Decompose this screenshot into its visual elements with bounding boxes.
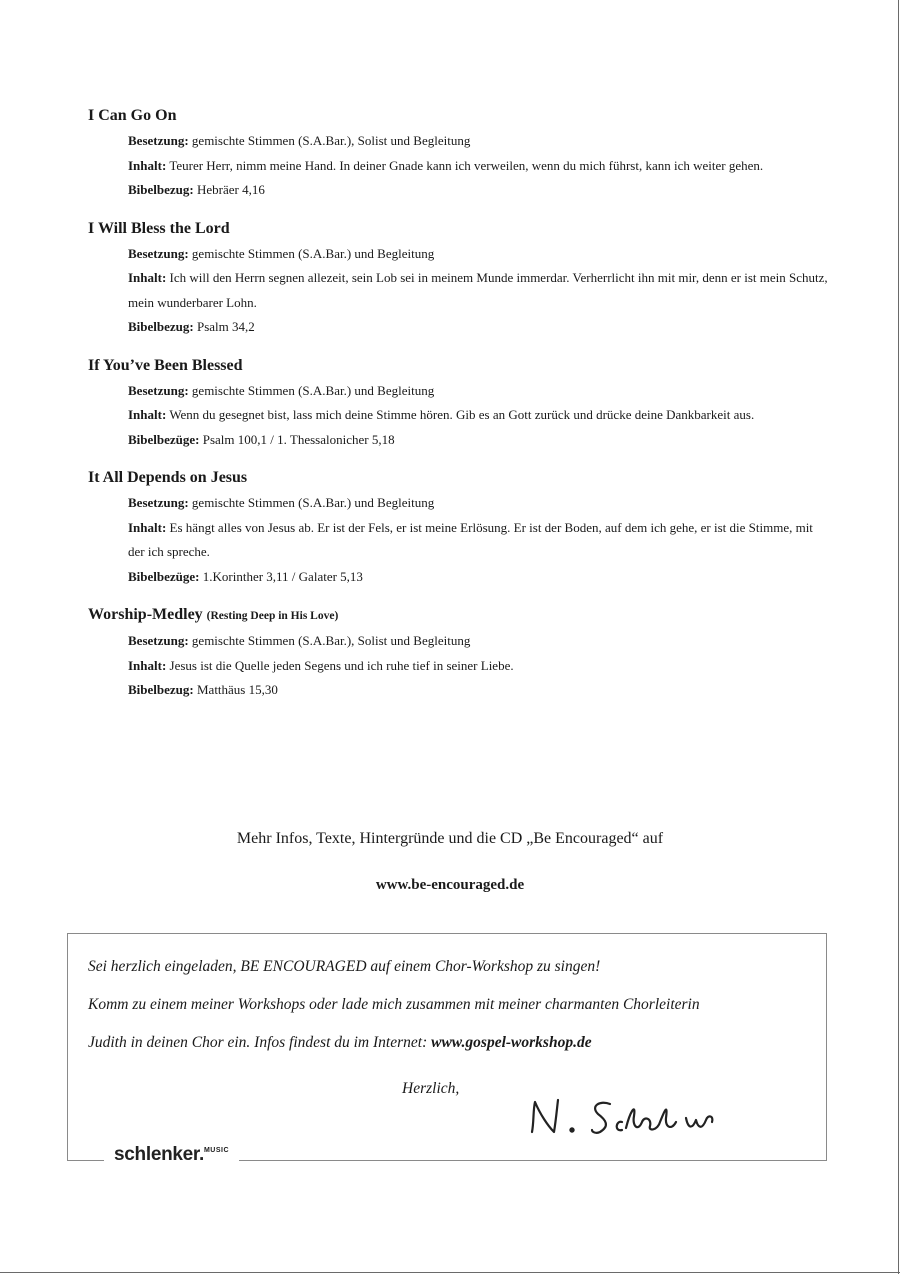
field-label: Inhalt:: [128, 270, 167, 285]
greeting: Herzlich,: [402, 1080, 460, 1097]
field-value: 1.Korinther 3,11 / Galater 5,13: [202, 568, 363, 584]
song-field: [128, 491, 828, 516]
song-field: [128, 678, 828, 703]
invitation-line-3-text: Judith in deinen Chor ein. Infos findest du im Internet:: [88, 1034, 428, 1051]
field-value: Psalm 100,1 / 1. Thessalonicher 5,18: [202, 431, 395, 447]
field-value: gemischte Stimmen (S.A.Bar.) und Begleitung: [191, 245, 435, 261]
field-label: Bibelbezug:: [128, 182, 194, 197]
field-label: Besetzung:: [128, 382, 189, 398]
signature: [526, 1092, 746, 1142]
song-field: [128, 178, 828, 203]
song-title: [88, 353, 828, 379]
schlenker-music-logo: [104, 1144, 239, 1170]
song-field: [128, 242, 828, 267]
field-value: Jesus ist die Quelle jeden Segens und ich ruhe tief in seiner Liebe.: [169, 657, 514, 673]
invitation-box: [67, 933, 827, 1165]
song-field: [128, 428, 828, 453]
song-title-text: If You’ve Been Blessed: [88, 356, 243, 374]
song-field: [128, 629, 828, 654]
song-title: [88, 465, 828, 491]
field-label: Besetzung:: [128, 495, 189, 510]
field-label: Besetzung:: [128, 633, 189, 648]
song-title-text: I Can Go On: [88, 107, 177, 124]
field-label: Inhalt:: [128, 519, 167, 535]
song-field: [128, 379, 828, 404]
song-title: [88, 216, 828, 242]
song-field: [128, 266, 828, 315]
invitation-line-1: Sei herzlich eingeladen, BE ENCOURAGED auf einem Chor-Workshop zu singen!: [88, 958, 601, 975]
invitation-text: [88, 948, 808, 1062]
song-entry: [88, 602, 828, 703]
field-label: Bibelbezug:: [128, 682, 194, 697]
field-value: Ich will den Herrn segnen allezeit, sein Lob sei in meinem Munde immerdar. Verherrlicht ihn mit mir, denn er ist mein Schutz, mein wunderbarer Lohn.: [128, 270, 828, 310]
invitation-line-3: [88, 1024, 808, 1062]
field-value: gemischte Stimmen (S.A.Bar.), Solist und Begleitung: [191, 633, 471, 648]
song-field: [128, 516, 828, 565]
song-entry: [88, 353, 828, 453]
website-link[interactable]: www.be-encouraged.de: [375, 877, 525, 893]
field-value: Hebräer 4,16: [196, 182, 265, 197]
song-field: [128, 403, 828, 428]
logo-wordmark: schlenker.: [114, 1144, 204, 1165]
song-entry: [88, 465, 828, 589]
logo-music-label: MUSIC: [203, 1147, 230, 1154]
field-label: Bibelbezüge:: [128, 431, 200, 447]
song-title-text: It All Depends on Jesus: [88, 469, 248, 486]
song-field: [128, 315, 828, 340]
song-title: [88, 103, 828, 129]
song-title-text: I Will Bless the Lord: [88, 219, 230, 237]
field-value: gemischte Stimmen (S.A.Bar.) und Begleitung: [191, 382, 435, 398]
song-title-text: Worship-Medley: [88, 606, 203, 623]
field-label: Besetzung:: [128, 133, 189, 148]
field-value: Es hängt alles von Jesus ab. Er ist der Fels, er ist meine Erlösung. Er ist der Boden, auf dem ich gehe, er ist die Stimme, mit der ich spreche.: [128, 519, 813, 559]
field-value: gemischte Stimmen (S.A.Bar.) und Begleitung: [191, 495, 435, 510]
song-field: [128, 565, 828, 590]
song-field: [128, 154, 828, 179]
song-entry: [88, 103, 828, 203]
song-subtitle: (Resting Deep in His Love): [206, 610, 339, 622]
song-entry: [88, 216, 828, 340]
field-label: Inhalt:: [128, 407, 167, 422]
song-title: [88, 602, 828, 629]
song-field: [128, 654, 828, 679]
field-label: Inhalt:: [128, 657, 167, 673]
page-edge-right: [898, 0, 899, 1274]
song-field: [128, 129, 828, 154]
field-value: Psalm 34,2: [196, 319, 255, 334]
workshop-link[interactable]: www.gospel-workshop.de: [431, 1034, 592, 1051]
field-value: Wenn du gesegnet bist, lass mich deine Stimme hören. Gib es an Gott zurück und drücke deine Dankbarkeit aus.: [169, 407, 755, 422]
invitation-line-2: Komm zu einem meiner Workshops oder lade mich zusammen mit meiner charmanten Chorleiterin: [88, 996, 700, 1013]
page-edge-bottom: [0, 1272, 900, 1273]
field-value: gemischte Stimmen (S.A.Bar.), Solist und Begleitung: [191, 133, 471, 148]
more-info-text: Mehr Infos, Texte, Hintergründe und die CD „Be Encouraged“ auf: [236, 830, 664, 847]
field-label: Inhalt:: [128, 157, 167, 173]
field-label: Bibelbezüge:: [128, 568, 200, 584]
field-label: Bibelbezug:: [128, 319, 194, 334]
song-list: [88, 103, 828, 716]
field-value: Matthäus 15,30: [196, 682, 278, 697]
field-value: Teurer Herr, nimm meine Hand. In deiner Gnade kann ich verweilen, wenn du mich führst, kann ich weiter gehen.: [169, 157, 764, 173]
field-label: Besetzung:: [128, 245, 189, 261]
